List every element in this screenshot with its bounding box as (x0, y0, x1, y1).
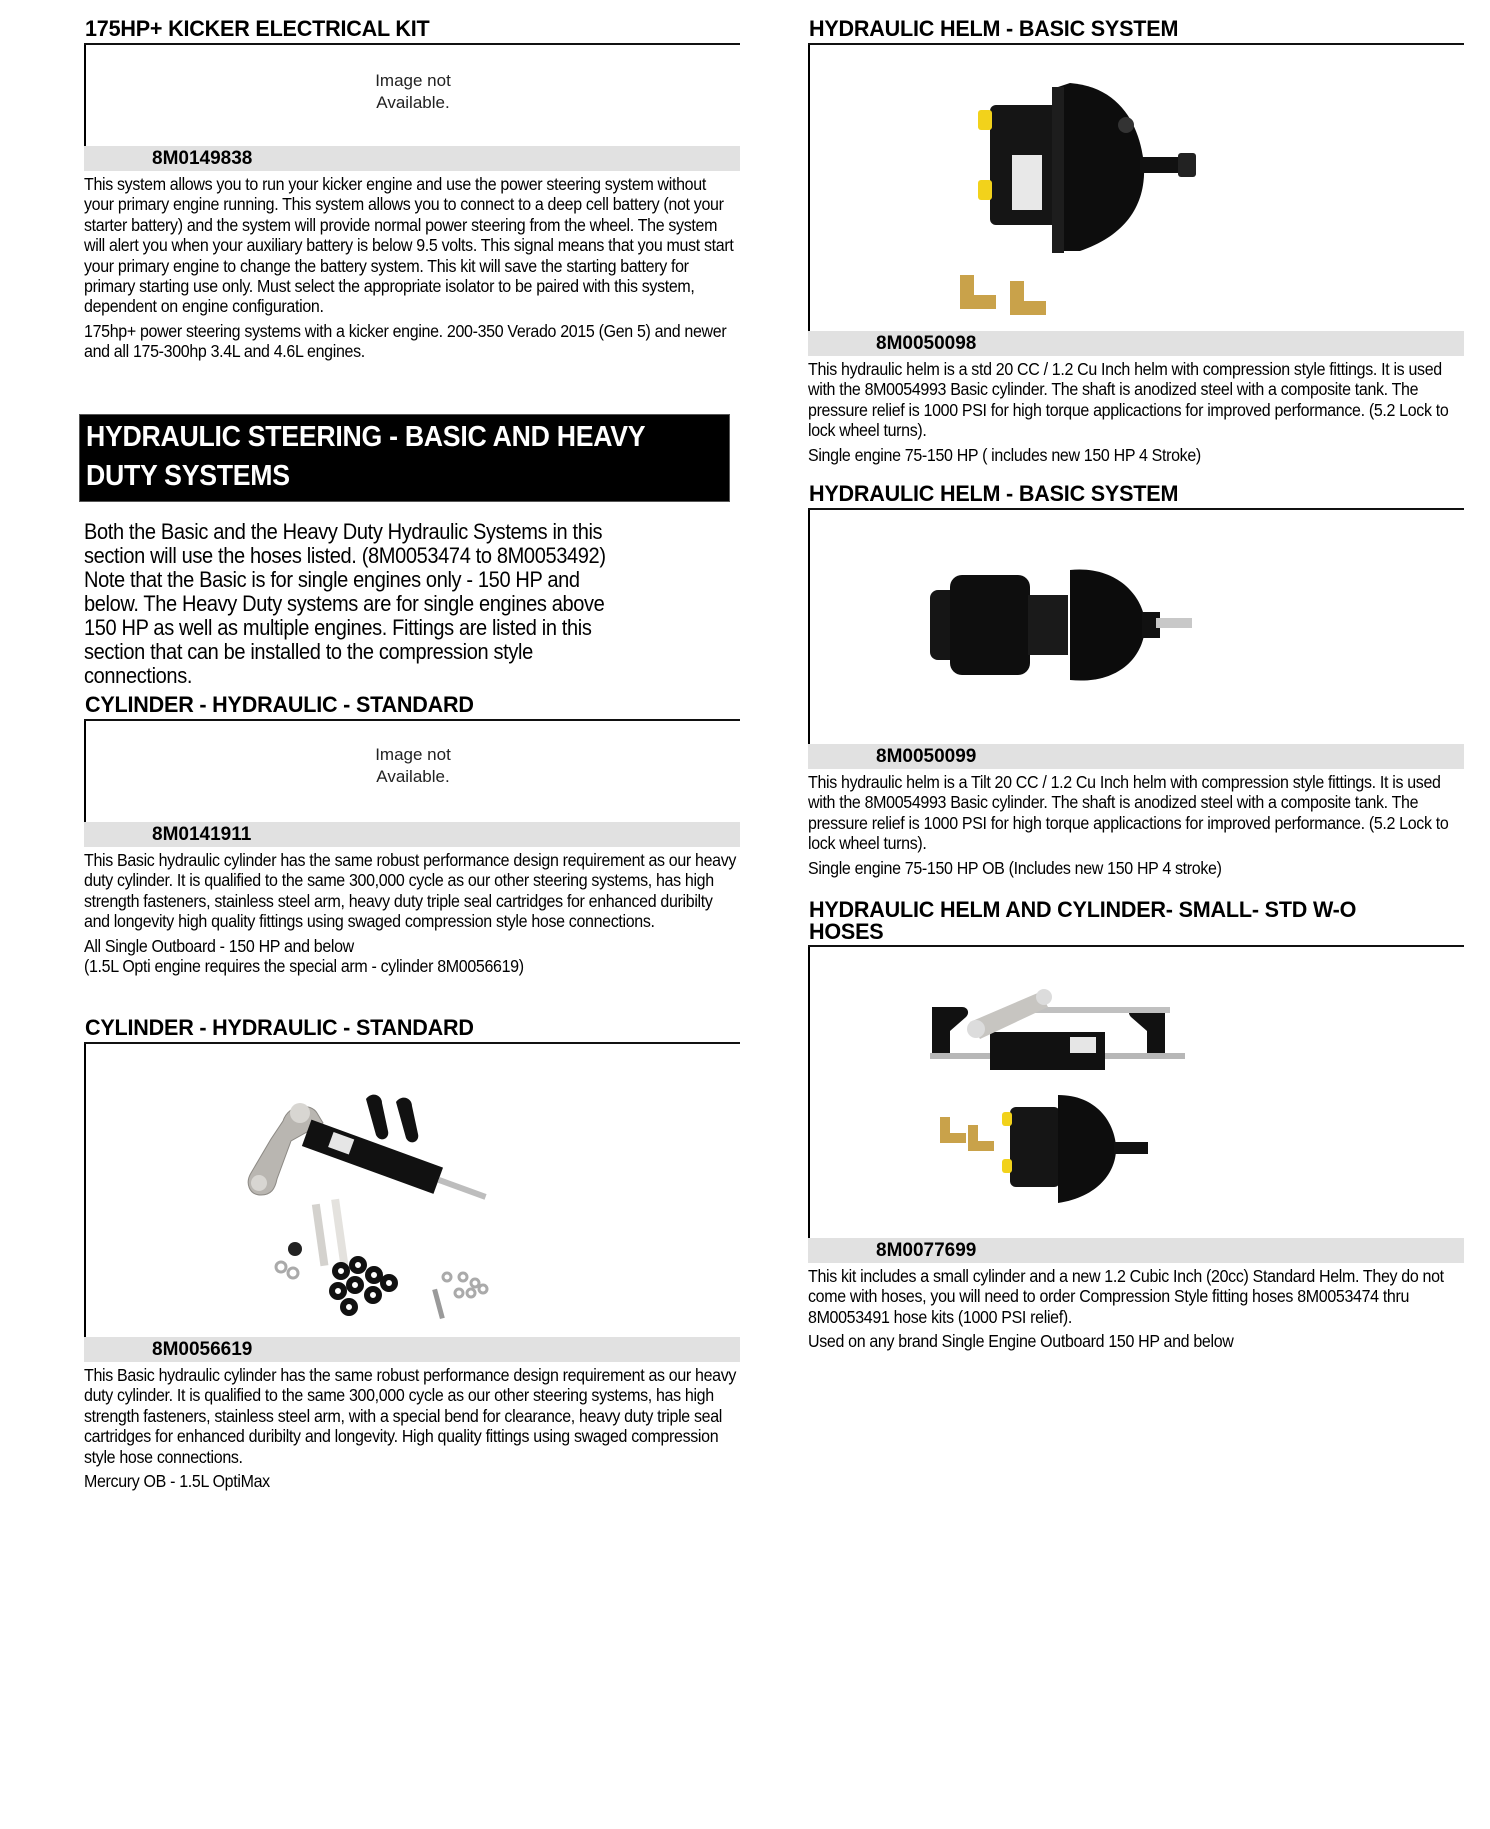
section-title (808, 899, 1451, 943)
placeholder-line-2: Available. (376, 93, 450, 112)
section-title: CYLINDER - HYDRAULIC - STANDARD (84, 692, 474, 717)
product-application: Mercury OB - 1.5L OptiMax (84, 1471, 270, 1492)
placeholder-line-1: Image not (375, 745, 451, 764)
section-hydraulic-helm-basic-2 (808, 482, 1464, 878)
product-image (84, 1044, 740, 1337)
product-image (808, 45, 1464, 331)
hydraulic-cylinder-kit-image (231, 1069, 541, 1319)
product-description: This hydraulic helm is a Tilt 20 CC / 1.2 Cu Inch helm with compression style fittings. It is used with the 8M0054993 Basic cylinder. The shaft is anodized steel with a composite tank. The pressure relief is 1000 PSI for high torque applicactions for improved performance. (5.2 Lock to lock wheel turns). (808, 772, 1449, 854)
product-application: Single engine 75-150 HP ( includes new 150 HP 4 Stroke) (808, 444, 1201, 465)
product-image-placeholder (84, 721, 740, 822)
title-line-1: HYDRAULIC HELM AND CYLINDER- SMALL- STD W-O (808, 897, 1357, 922)
product-application: 175hp+ power steering systems with a kicker engine. 200-350 Verado 2015 (Gen 5) and newer and all 175-300hp 3.4L and 4.6L engines. (84, 320, 727, 362)
application-line-2: (1.5L Opti engine requires the special arm - cylinder 8M0056619) (84, 956, 524, 977)
tilt-hydraulic-helm-image (920, 550, 1200, 700)
part-number: 8M0050098 (808, 331, 1464, 356)
section-banner (79, 414, 730, 502)
section-kicker-electrical-kit (84, 17, 740, 362)
part-number: 8M0050099 (808, 744, 1464, 769)
product-description: This Basic hydraulic cylinder has the same robust performance design requirement as our heavy duty cylinder. It is qualified to the same 300,000 cycle as our other steering systems, has high strength fasteners, stainless steel arm, with a special bend for clearance, heavy duty triple seal cartridges for enhanced duribilty and longevity. High quality fittings using swaged compression style hose connections. (84, 1365, 737, 1467)
product-description: This kit includes a small cylinder and a new 1.2 Cubic Inch (20cc) Standard Helm. They do not come with hoses, you will need to order Compression Style fitting hoses 8M0053474 thru 8M0053491 hose kits (1000 PSI relief). (808, 1266, 1444, 1327)
section-cylinder-standard-2 (84, 1016, 740, 1491)
product-application: Used on any brand Single Engine Outboard 150 HP and below (808, 1331, 1234, 1352)
placeholder-line-2: Available. (376, 767, 450, 786)
banner-title: HYDRAULIC STEERING - BASIC AND HEAVY DUTY SYSTEMS (86, 421, 645, 492)
image-not-available-text (86, 70, 740, 114)
section-title: CYLINDER - HYDRAULIC - STANDARD (84, 1015, 474, 1040)
section-helm-and-cylinder-kit (808, 899, 1464, 1352)
product-description: This system allows you to run your kicker engine and use the power steering system without your primary engine running. This system allows you to connect to a deep cell battery (not your starter battery) and the system will provide normal power steering from the wheel. The system will alert you when your auxiliary battery is below 9.5 volts. This signal means that you must start your primary engine to change the battery system. This kit will save the starting battery for primary starting use only. Must select the appropriate isolator to be paired with this system, dependent on engine configuration. (84, 174, 734, 317)
product-description: This hydraulic helm is a std 20 CC / 1.2 Cu Inch helm with compression style fittings. It is used with the 8M0054993 Basic cylinder. The shaft is anodized steel with a composite tank. The pressure relief is 1000 PSI for high torque applicactions for improved performance. (5.2 Lock to lock wheel turns). (808, 359, 1449, 441)
application-line-1: All Single Outboard - 150 HP and below (84, 935, 354, 956)
title-line-2: HOSES (808, 919, 884, 944)
product-image (808, 510, 1464, 744)
part-number: 8M0141911 (84, 822, 740, 847)
product-image (808, 947, 1464, 1238)
product-image-placeholder (84, 45, 740, 146)
image-not-available-text (86, 744, 740, 788)
section-title: HYDRAULIC HELM - BASIC SYSTEM (808, 16, 1179, 41)
part-number: 8M0056619 (84, 1337, 740, 1362)
section-title: HYDRAULIC HELM - BASIC SYSTEM (808, 481, 1179, 506)
product-description: This Basic hydraulic cylinder has the same robust performance design requirement as our heavy duty cylinder. It is qualified to the same 300,000 cycle as our other steering systems, has high strength fasteners, stainless steel arm, heavy duty triple seal cartridges for enhanced duribilty and longevity high quality fittings using swaged compression style hose connections. (84, 850, 737, 932)
product-application: Single engine 75-150 HP OB (Includes new 150 HP 4 stroke) (808, 857, 1222, 878)
section-title: 175HP+ KICKER ELECTRICAL KIT (84, 16, 430, 41)
part-number: 8M0149838 (84, 146, 740, 171)
section-hydraulic-helm-basic-1 (808, 17, 1464, 465)
hydraulic-helm-image (940, 65, 1220, 325)
helm-and-cylinder-kit-image (920, 967, 1210, 1217)
section-intro-text: Both the Basic and the Heavy Duty Hydraulic Systems in this section will use the hoses listed. (8M0053474 to 8M0053492) Note that the Basic is for single engines only - 150 HP and below. The Heavy Duty systems are for single engines above 150 HP as well as multiple engines. Fittings are listed in this section that can be installed to the compression style connections. (84, 519, 606, 688)
part-number: 8M0077699 (808, 1238, 1464, 1263)
placeholder-line-1: Image not (375, 71, 451, 90)
product-application (84, 936, 737, 977)
section-cylinder-standard-1 (84, 693, 740, 976)
